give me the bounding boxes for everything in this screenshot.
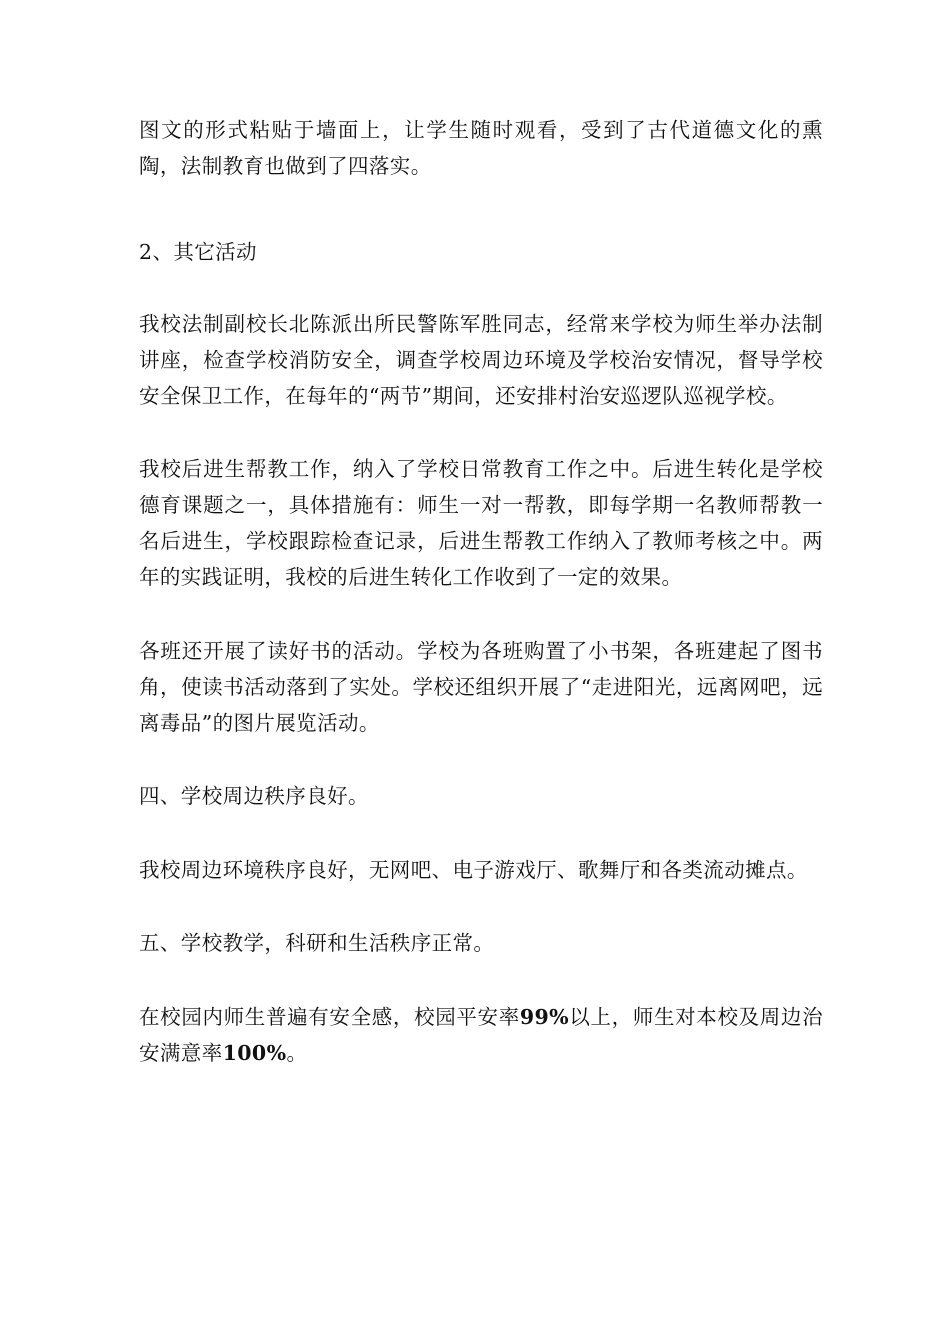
document-page xyxy=(139,112,823,1071)
safety-text-1: 在校园内师生普遍有安全感，校园平安率 xyxy=(139,1005,520,1029)
paragraph-student-mentoring: 我校后进生帮教工作，纳入了学校日常教育工作之中。后进生转化是学校德育课题之一，具体措施有：师生一对一帮教，即每学期一名教师帮教一名后进生，学校跟踪检查记录，后进生帮教工作纳入了教师考核之中。两年的实践证明，我校的后进生转化工作收到了一定的效果。 xyxy=(139,457,823,589)
heading-other-activities: 2、其它活动 xyxy=(139,240,257,264)
heading-section-four: 四、学校周边秩序良好。 xyxy=(139,784,369,808)
paragraph-safety-rates xyxy=(139,999,823,1071)
paragraph-legal-vice-principal: 我校法制副校长北陈派出所民警陈军胜同志，经常来学校为师生举办法制讲座，检查学校消防安全，调查学校周边环境及学校治安情况，督导学校安全保卫工作，在每年的“两节”期间，还安排村治安巡逻队巡视学校。 xyxy=(139,312,823,408)
satisfaction-rate-value: 100% xyxy=(222,1041,287,1065)
paragraph-surroundings: 我校周边环境秩序良好，无网吧、电子游戏厅、歌舞厅和各类流动摊点。 xyxy=(139,858,808,882)
paragraph-reading-activity: 各班还开展了读好书的活动。学校为各班购置了小书架，各班建起了图书角，使读书活动落到了实处。学校还组织开展了“走进阳光，远离网吧，远离毒品”的图片展览活动。 xyxy=(139,639,823,735)
paragraph-moral-education: 图文的形式粘贴于墙面上，让学生随时观看，受到了古代道德文化的熏陶，法制教育也做到了四落实。 xyxy=(139,118,823,178)
heading-section-five: 五、学校教学，科研和生活秩序正常。 xyxy=(139,931,495,955)
safety-rate-value: 99% xyxy=(519,1005,570,1029)
safety-text-3: 。 xyxy=(286,1041,308,1065)
safety-text-2: 以上，师生对本校及周边治安满意率 xyxy=(139,1005,823,1065)
